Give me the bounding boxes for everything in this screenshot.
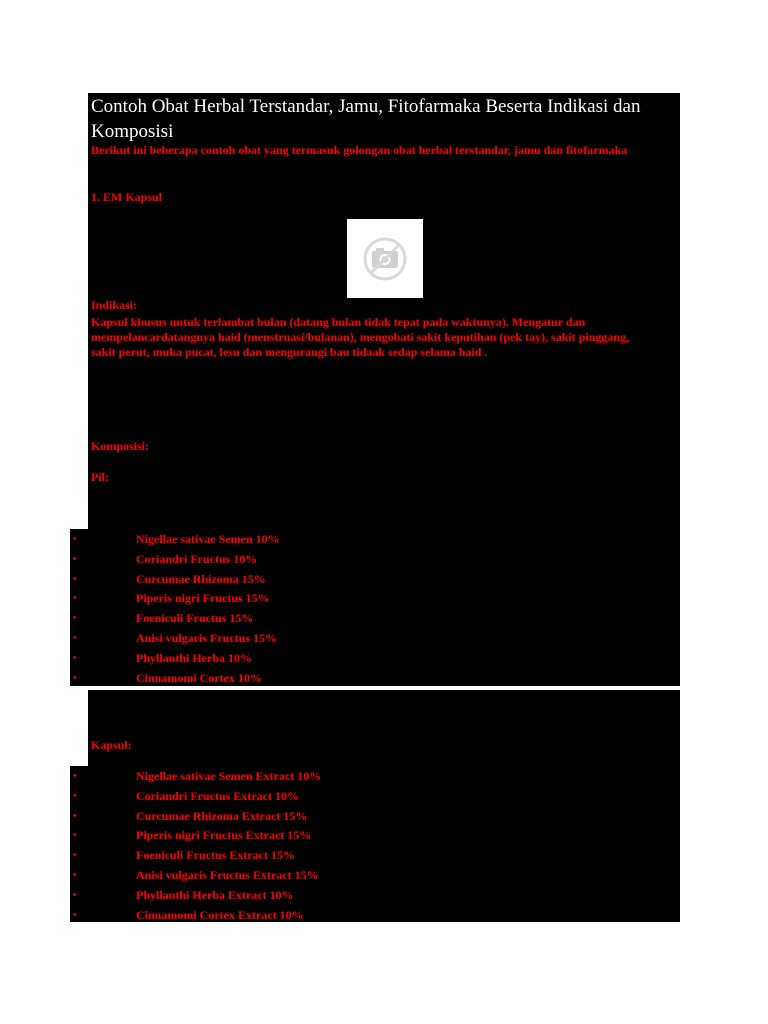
bullet-icon: • [73, 889, 77, 901]
bullet-icon: • [73, 672, 77, 684]
bullet-icon: • [73, 810, 77, 822]
camera-icon [362, 236, 408, 282]
bullet-icon: • [73, 534, 77, 545]
bullet-icon: • [73, 573, 77, 585]
bullet-icon: • [73, 830, 77, 842]
kapsul-label: Kapsul: [91, 738, 132, 752]
bullet-icon: • [73, 909, 77, 921]
bullet-icon: • [73, 553, 77, 565]
bullet-icon: • [73, 593, 77, 605]
section-heading: 1. EM Kapsul [91, 190, 163, 204]
bullet-icon: • [73, 790, 77, 802]
page-title: Contoh Obat Herbal Terstandar, Jamu, Fitofarmaka Beserta Indikasi dan Komposisi [91, 96, 641, 142]
image-placeholder [347, 219, 423, 298]
bullet-icon: • [73, 613, 77, 625]
bullet-icon: • [73, 850, 77, 862]
intro-text: Berikut ini beberapa contoh obat yang termasuk golongan obat herbal terstandar, jamu dan fitofarmaka [91, 143, 628, 157]
bullet-icon: • [73, 869, 77, 881]
indikasi-text: Kapsul khusus untuk terlambat bulan (datang bulan tidak tepat pada waktunya). Mengatur dan mempelancardatangnya haid (menstruasi/bulanan), mengobati sakit keputihan (pek tay), sakit pinggang, sakit perut, muka pucat, lesu dan mengurangi bau tidaak sedap selama haid . [91, 315, 630, 359]
pil-label: Pil: [91, 470, 109, 484]
indikasi-label: Indikasi: [91, 298, 138, 312]
bullet-icon: • [73, 652, 77, 664]
bullet-icon: • [73, 771, 77, 782]
komposisi-label: Komposisi: [91, 439, 150, 453]
bullet-icon: • [73, 632, 77, 644]
